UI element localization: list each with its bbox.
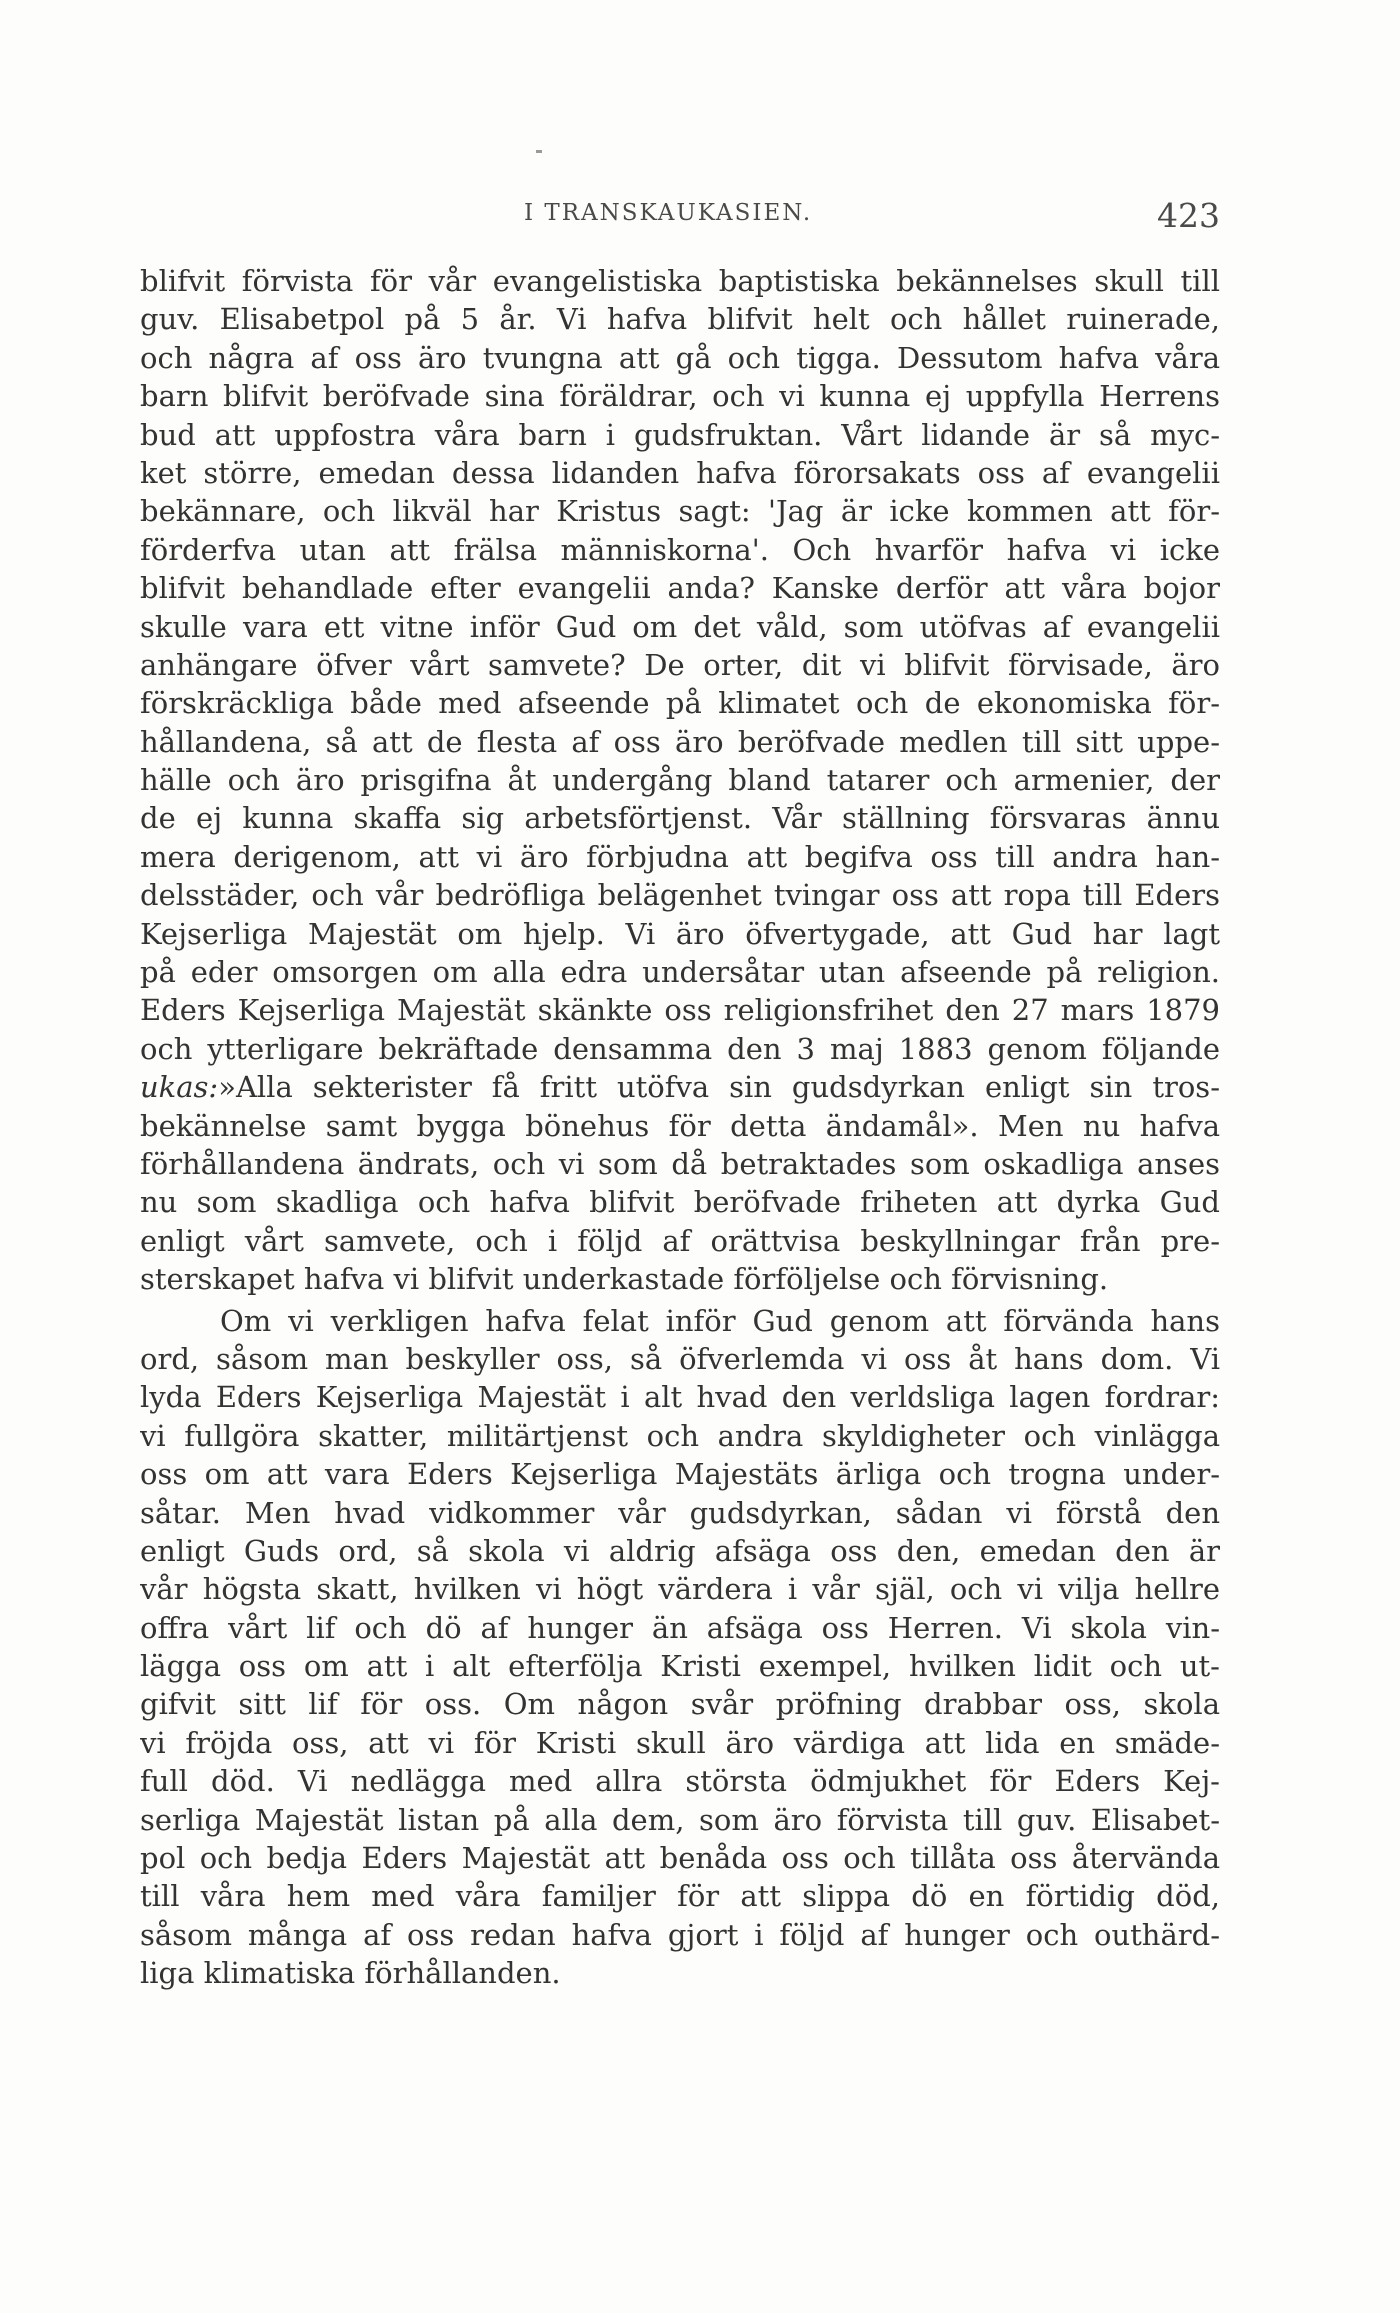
text-line: Eders Kejserliga Majestät skänkte oss religionsfrihet den 27 mars 1879 <box>140 993 1220 1028</box>
paragraph-1 <box>140 262 1220 1299</box>
text-line: liga klimatiska förhållanden. <box>140 1956 561 1991</box>
ukas-word: ukas: <box>140 1070 219 1105</box>
text-line: barn blifvit beröfvade sina föräldrar, och vi kunna ej uppfylla Herrens <box>140 379 1220 414</box>
text-line: förskräckliga både med afseende på klimatet och de ekonomiska för- <box>140 686 1220 721</box>
ukas-quote: »Alla sekterister få fritt utöfva sin gudsdyrkan enligt sin tros- <box>218 1070 1220 1105</box>
text-line: såsom många af oss redan hafva gjort i följd af hunger och outhärd- <box>140 1917 1220 1952</box>
text-line: sterskapet hafva vi blifvit underkastade förföljelse och förvisning. <box>140 1262 1109 1297</box>
text-line: mera derigenom, att vi äro förbjudna att begifva oss till andra han- <box>140 839 1220 874</box>
text-line: ket större, emedan dessa lidanden hafva förorsakats oss af evangelii <box>140 455 1220 490</box>
text-line: anhängare öfver vårt samvete? De orter, dit vi blifvit förvisade, äro <box>140 647 1220 682</box>
text-line: såtar. Men hvad vidkommer vår gudsdyrkan, sådan vi förstå den <box>140 1495 1220 1530</box>
text-line: skulle vara ett vitne inför Gud om det våld, som utöfvas af evangelii <box>140 609 1220 644</box>
text-line: förderfva utan att frälsa människorna'. Och hvarför hafva vi icke <box>140 532 1220 567</box>
text-line: och ytterligare bekräftade densamma den 3 maj 1883 genom följande <box>140 1031 1220 1066</box>
text-line: bekännelse samt bygga bönehus för detta ändamål». Men nu hafva <box>140 1108 1220 1143</box>
text-line: hållandena, så att de flesta af oss äro beröfvade medlen till sitt uppe- <box>140 724 1220 759</box>
body-text <box>140 262 1220 1993</box>
page-header <box>140 196 1220 246</box>
print-mark <box>536 150 542 153</box>
text-line: pol och bedja Eders Majestät att benåda oss och tillåta oss återvända <box>140 1841 1220 1876</box>
paragraph-2 <box>140 1302 1220 1993</box>
text-line: bekännare, och likväl har Kristus sagt: 'Jag är icke kommen att för- <box>140 494 1220 529</box>
text-line-ukas <box>140 1068 1220 1106</box>
text-line: och några af oss äro tvungna att gå och tigga. Dessutom hafva våra <box>140 340 1220 375</box>
text-line: oss om att vara Eders Kejserliga Majestäts ärliga och trogna under- <box>140 1457 1220 1492</box>
text-line: lyda Eders Kejserliga Majestät i alt hvad den verldsliga lagen fordrar: <box>140 1380 1220 1415</box>
text-line: blifvit förvista för vår evangelistiska baptistiska bekännelses skull till <box>140 264 1220 298</box>
text-line: vår högsta skatt, hvilken vi högt värdera i vår själ, och vi vilja hellre <box>140 1572 1220 1607</box>
text-line: hälle och äro prisgifna åt undergång bland tatarer och armenier, der <box>140 763 1220 798</box>
text-line: på eder omsorgen om alla edra undersåtar utan afseende på religion. <box>140 955 1220 990</box>
text-line: ord, såsom man beskyller oss, så öfverlemda vi oss åt hans dom. Vi <box>140 1341 1220 1376</box>
text-line: vi fullgöra skatter, militärtjenst och andra skyldigheter och vinlägga <box>140 1418 1220 1453</box>
text-line: vi fröjda oss, att vi för Kristi skull äro värdiga att lida en smäde- <box>140 1725 1220 1760</box>
text-line: blifvit behandlade efter evangelii anda? Kanske derför att våra bojor <box>140 571 1220 606</box>
running-title: I TRANSKAUKASIEN. <box>524 200 813 226</box>
text-line: guv. Elisabetpol på 5 år. Vi hafva blifvit helt och hållet ruinerade, <box>140 302 1220 337</box>
text-line: enligt vårt samvete, och i följd af orättvisa beskyllningar från pre- <box>140 1223 1220 1258</box>
text-line: till våra hem med våra familjer för att slippa dö en förtidig död, <box>140 1879 1220 1914</box>
text-line: offra vårt lif och dö af hunger än afsäga oss Herren. Vi skola vin- <box>140 1610 1220 1645</box>
text-line: förhållandena ändrats, och vi som då betraktades som oskadliga anses <box>140 1146 1220 1181</box>
text-line: delsstäder, och vår bedröfliga belägenhet tvingar oss att ropa till Eders <box>140 878 1220 913</box>
text-line: enligt Guds ord, så skola vi aldrig afsäga oss den, emedan den är <box>140 1533 1220 1568</box>
text-line: gifvit sitt lif för oss. Om någon svår pröfning drabbar oss, skola <box>140 1687 1220 1722</box>
text-line: serliga Majestät listan på alla dem, som äro förvista till guv. Elisabet- <box>140 1802 1220 1837</box>
text-line: de ej kunna skaffa sig arbetsförtjenst. Vår ställning försvaras ännu <box>140 801 1220 836</box>
text-line: full död. Vi nedlägga med allra största ödmjukhet för Eders Kej- <box>140 1764 1220 1799</box>
text-line: lägga oss om att i alt efterfölja Kristi exempel, hvilken lidit och ut- <box>140 1649 1220 1684</box>
page-number: 423 <box>1157 196 1220 235</box>
text-line: bud att uppfostra våra barn i gudsfruktan. Vårt lidande är så myc- <box>140 417 1220 452</box>
text-line: Kejserliga Majestät om hjelp. Vi äro öfvertygade, att Gud har lagt <box>140 916 1220 951</box>
text-line: Om vi verkligen hafva felat inför Gud genom att förvända hans <box>220 1303 1220 1338</box>
text-line: nu som skadliga och hafva blifvit beröfvade friheten att dyrka Gud <box>140 1185 1220 1220</box>
